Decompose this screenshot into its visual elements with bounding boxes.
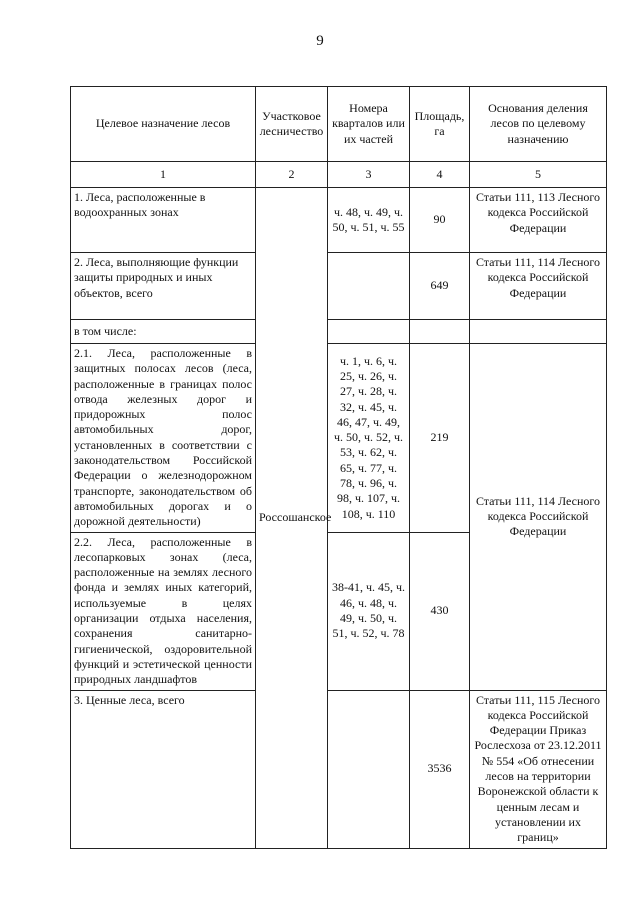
table-row — [71, 320, 607, 344]
area-cell: 219 — [410, 344, 470, 533]
quarters-cell: 38-41, ч. 45, ч. 46, ч. 48, ч. 49, ч. 50, ч. 51, ч. 52, ч. 78 — [328, 532, 410, 690]
table-row — [71, 188, 607, 253]
table-row — [71, 253, 607, 320]
district-cell: Россошанское — [256, 188, 328, 849]
column-number: 5 — [470, 162, 607, 188]
purpose-cell: 2. Леса, выполняющие функции защиты природных и иных объектов, всего — [71, 253, 256, 320]
basis-cell — [470, 320, 607, 344]
column-number: 4 — [410, 162, 470, 188]
area-cell — [410, 320, 470, 344]
purpose-cell: 3. Ценные леса, всего — [71, 690, 256, 848]
basis-cell: Статьи 111, 114 Лесного кодекса Российской Федерации — [470, 253, 607, 320]
purpose-cell: 2.2. Леса, расположенные в лесопарковых зонах (леса, расположенные на землях лесного фонда и землях иных категорий, используемые в целях организации отдыха населения, сохранения санитарно-гигиенической, оздоровительной функций и эстетической ценности природных ландшафтов — [71, 532, 256, 690]
column-number: 3 — [328, 162, 410, 188]
area-cell: 90 — [410, 188, 470, 253]
area-cell: 649 — [410, 253, 470, 320]
table-row — [71, 690, 607, 848]
purpose-cell: 1. Леса, расположенные в водоохранных зонах — [71, 188, 256, 253]
quarters-cell: ч. 1, ч. 6, ч. 25, ч. 26, ч. 27, ч. 28, ч. 32, ч. 45, ч. 46, 47, ч. 49, ч. 50, ч. 52, ч. 53, ч. 62, ч. 65, ч. 77, ч. 78, ч. 96, ч. 98, ч. 107, ч. 108, ч. 110 — [328, 344, 410, 533]
column-number: 1 — [71, 162, 256, 188]
quarters-cell — [328, 690, 410, 848]
basis-cell: Статьи 111, 115 Лесного кодекса Российской Федерации Приказ Рослесхоза от 23.12.2011 № 554 «Об отнесении лесов на территории Воронежской области к ценным лесам и установлении их границ» — [470, 690, 607, 848]
forest-purpose-table — [70, 86, 607, 849]
purpose-cell: в том числе: — [71, 320, 256, 344]
page-number: 9 — [316, 33, 324, 49]
quarters-cell — [328, 320, 410, 344]
column-number-row — [71, 162, 607, 188]
header-quarters: Номера кварталов или их частей — [328, 87, 410, 162]
table-row — [71, 344, 607, 533]
header-area: Площадь, га — [410, 87, 470, 162]
header-basis: Основания деления лесов по целевому назначению — [470, 87, 607, 162]
quarters-cell: ч. 48, ч. 49, ч. 50, ч. 51, ч. 55 — [328, 188, 410, 253]
area-cell: 3536 — [410, 690, 470, 848]
basis-cell: Статьи 111, 114 Лесного кодекса Российской Федерации — [470, 344, 607, 691]
purpose-cell: 2.1. Леса, расположенные в защитных полосах лесов (леса, расположенные в границах полос отвода железных дорог и придорожных полос автомобильных дорог, установленных в соответствии с законодательством Российской Федерации о железнодорожном транспорте, законодательством об автомобильных дорогах и о дорожной деятельности) — [71, 344, 256, 533]
header-purpose: Целевое назначение лесов — [71, 87, 256, 162]
basis-cell: Статьи 111, 113 Лесного кодекса Российской Федерации — [470, 188, 607, 253]
quarters-cell — [328, 253, 410, 320]
column-number: 2 — [256, 162, 328, 188]
table-header-row — [71, 87, 607, 162]
area-cell: 430 — [410, 532, 470, 690]
header-district: Участковое лесничество — [256, 87, 328, 162]
